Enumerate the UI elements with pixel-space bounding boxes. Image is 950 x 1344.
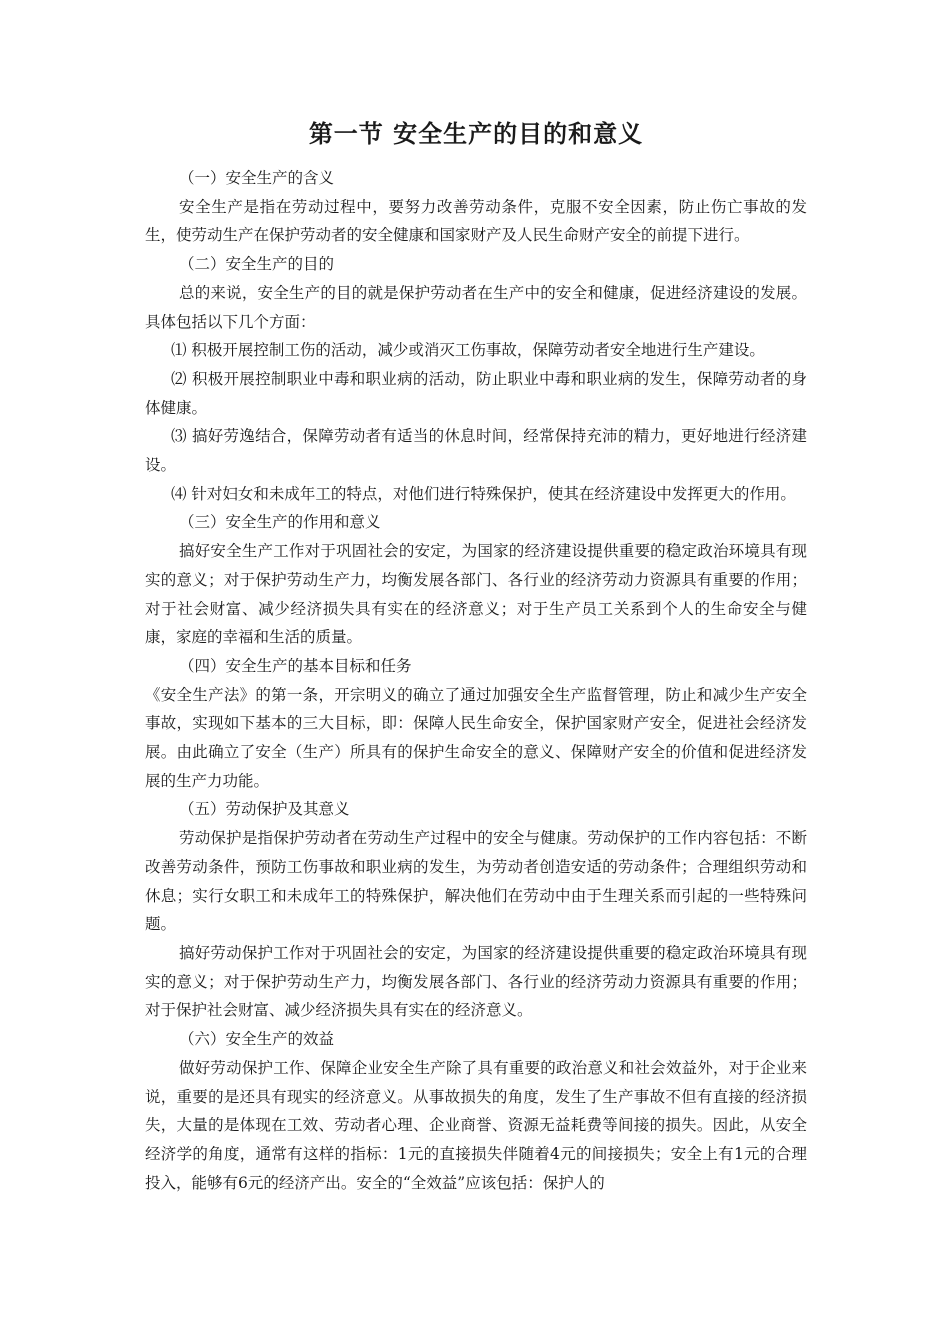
section-2-list-item-3: ⑶ 搞好劳逸结合，保障劳动者有适当的休息时间，经常保持充沛的精力，更好地进行经济建设。	[145, 427, 807, 475]
section-2-list-item-1: ⑴ 积极开展控制工伤的活动，减少或消灭工伤事故，保障劳动者安全地进行生产建设。	[171, 341, 765, 360]
section-heading-4: （四）安全生产的基本目标和任务	[179, 656, 412, 675]
section-1-paragraph: 安全生产是指在劳动过程中，要努力改善劳动条件，克服不安全因素，防止伤亡事故的发生，使劳动生产在保护劳动者的安全健康和国家财产及人民生命财产安全的前提下进行。	[145, 197, 807, 245]
section-2-paragraph: 总的来说，安全生产的目的就是保护劳动者在生产中的安全和健康，促进经济建设的发展。具体包括以下几个方面：	[145, 283, 807, 331]
document-page	[145, 118, 807, 1197]
page-title: 第一节 安全生产的目的和意义	[308, 119, 644, 148]
section-5-paragraph-2: 搞好劳动保护工作对于巩固社会的安定，为国家的经济建设提供重要的稳定政治环境具有现实的意义；对于保护劳动生产力，均衡发展各部门、各行业的经济劳动力资源具有重要的作用；对于保护社会财富、减少经济损失具有实在的经济意义。	[145, 943, 807, 1020]
section-heading-5: （五）劳动保护及其意义	[179, 800, 350, 819]
section-2-list-item-4: ⑷ 针对妇女和未成年工的特点，对他们进行特殊保护，使其在经济建设中发挥更大的作用。	[171, 484, 796, 503]
section-4-paragraph: 《安全生产法》的第一条，开宗明义的确立了通过加强安全生产监督管理，防止和减少生产安全事故，实现如下基本的三大目标，即：保障人民生命安全，保护国家财产安全，促进社会经济发展。由此确立了安全（生产）所具有的保护生命安全的意义、保障财产安全的价值和促进经济发展的生产力功能。	[145, 685, 807, 790]
section-heading-1: （一）安全生产的含义	[179, 169, 335, 187]
section-6-paragraph: 做好劳动保护工作、保障企业安全生产除了具有重要的政治意义和社会效益外，对于企业来说，重要的是还具有现实的经济意义。从事故损失的角度，发生了生产事故不但有直接的经济损失，大量的是体现在工效、劳动者心理、企业商誉、资源无益耗费等间接的损失。因此，从安全经济学的角度，通常有这样的指标：1元的直接损失伴随着4元的间接损失；安全上有1元的合理投入，能够有6元的经济产出。安全的“全效益”应该包括：保护人的	[145, 1058, 807, 1192]
section-2-list-item-2: ⑵ 积极开展控制职业中毒和职业病的活动，防止职业中毒和职业病的发生，保障劳动者的身体健康。	[145, 369, 807, 417]
section-5-paragraph-1: 劳动保护是指保护劳动者在劳动生产过程中的安全与健康。劳动保护的工作内容包括：不断改善劳动条件，预防工伤事故和职业病的发生，为劳动者创造安适的劳动条件；合理组织劳动和休息；实行女职工和未成年工的特殊保护，解决他们在劳动中由于生理关系而引起的一些特殊问题。	[145, 829, 807, 934]
section-heading-2: （二）安全生产的目的	[179, 255, 335, 274]
section-heading-3: （三）安全生产的作用和意义	[179, 513, 381, 532]
section-3-paragraph: 搞好安全生产工作对于巩固社会的安定，为国家的经济建设提供重要的稳定政治环境具有现实的意义；对于保护劳动生产力，均衡发展各部门、各行业的经济劳动力资源具有重要的作用；对于社会财富、减少经济损失具有实在的经济意义；对于生产员工关系到个人的生命安全与健康，家庭的幸福和生活的质量。	[145, 542, 807, 647]
section-heading-6: （六）安全生产的效益	[179, 1030, 335, 1049]
